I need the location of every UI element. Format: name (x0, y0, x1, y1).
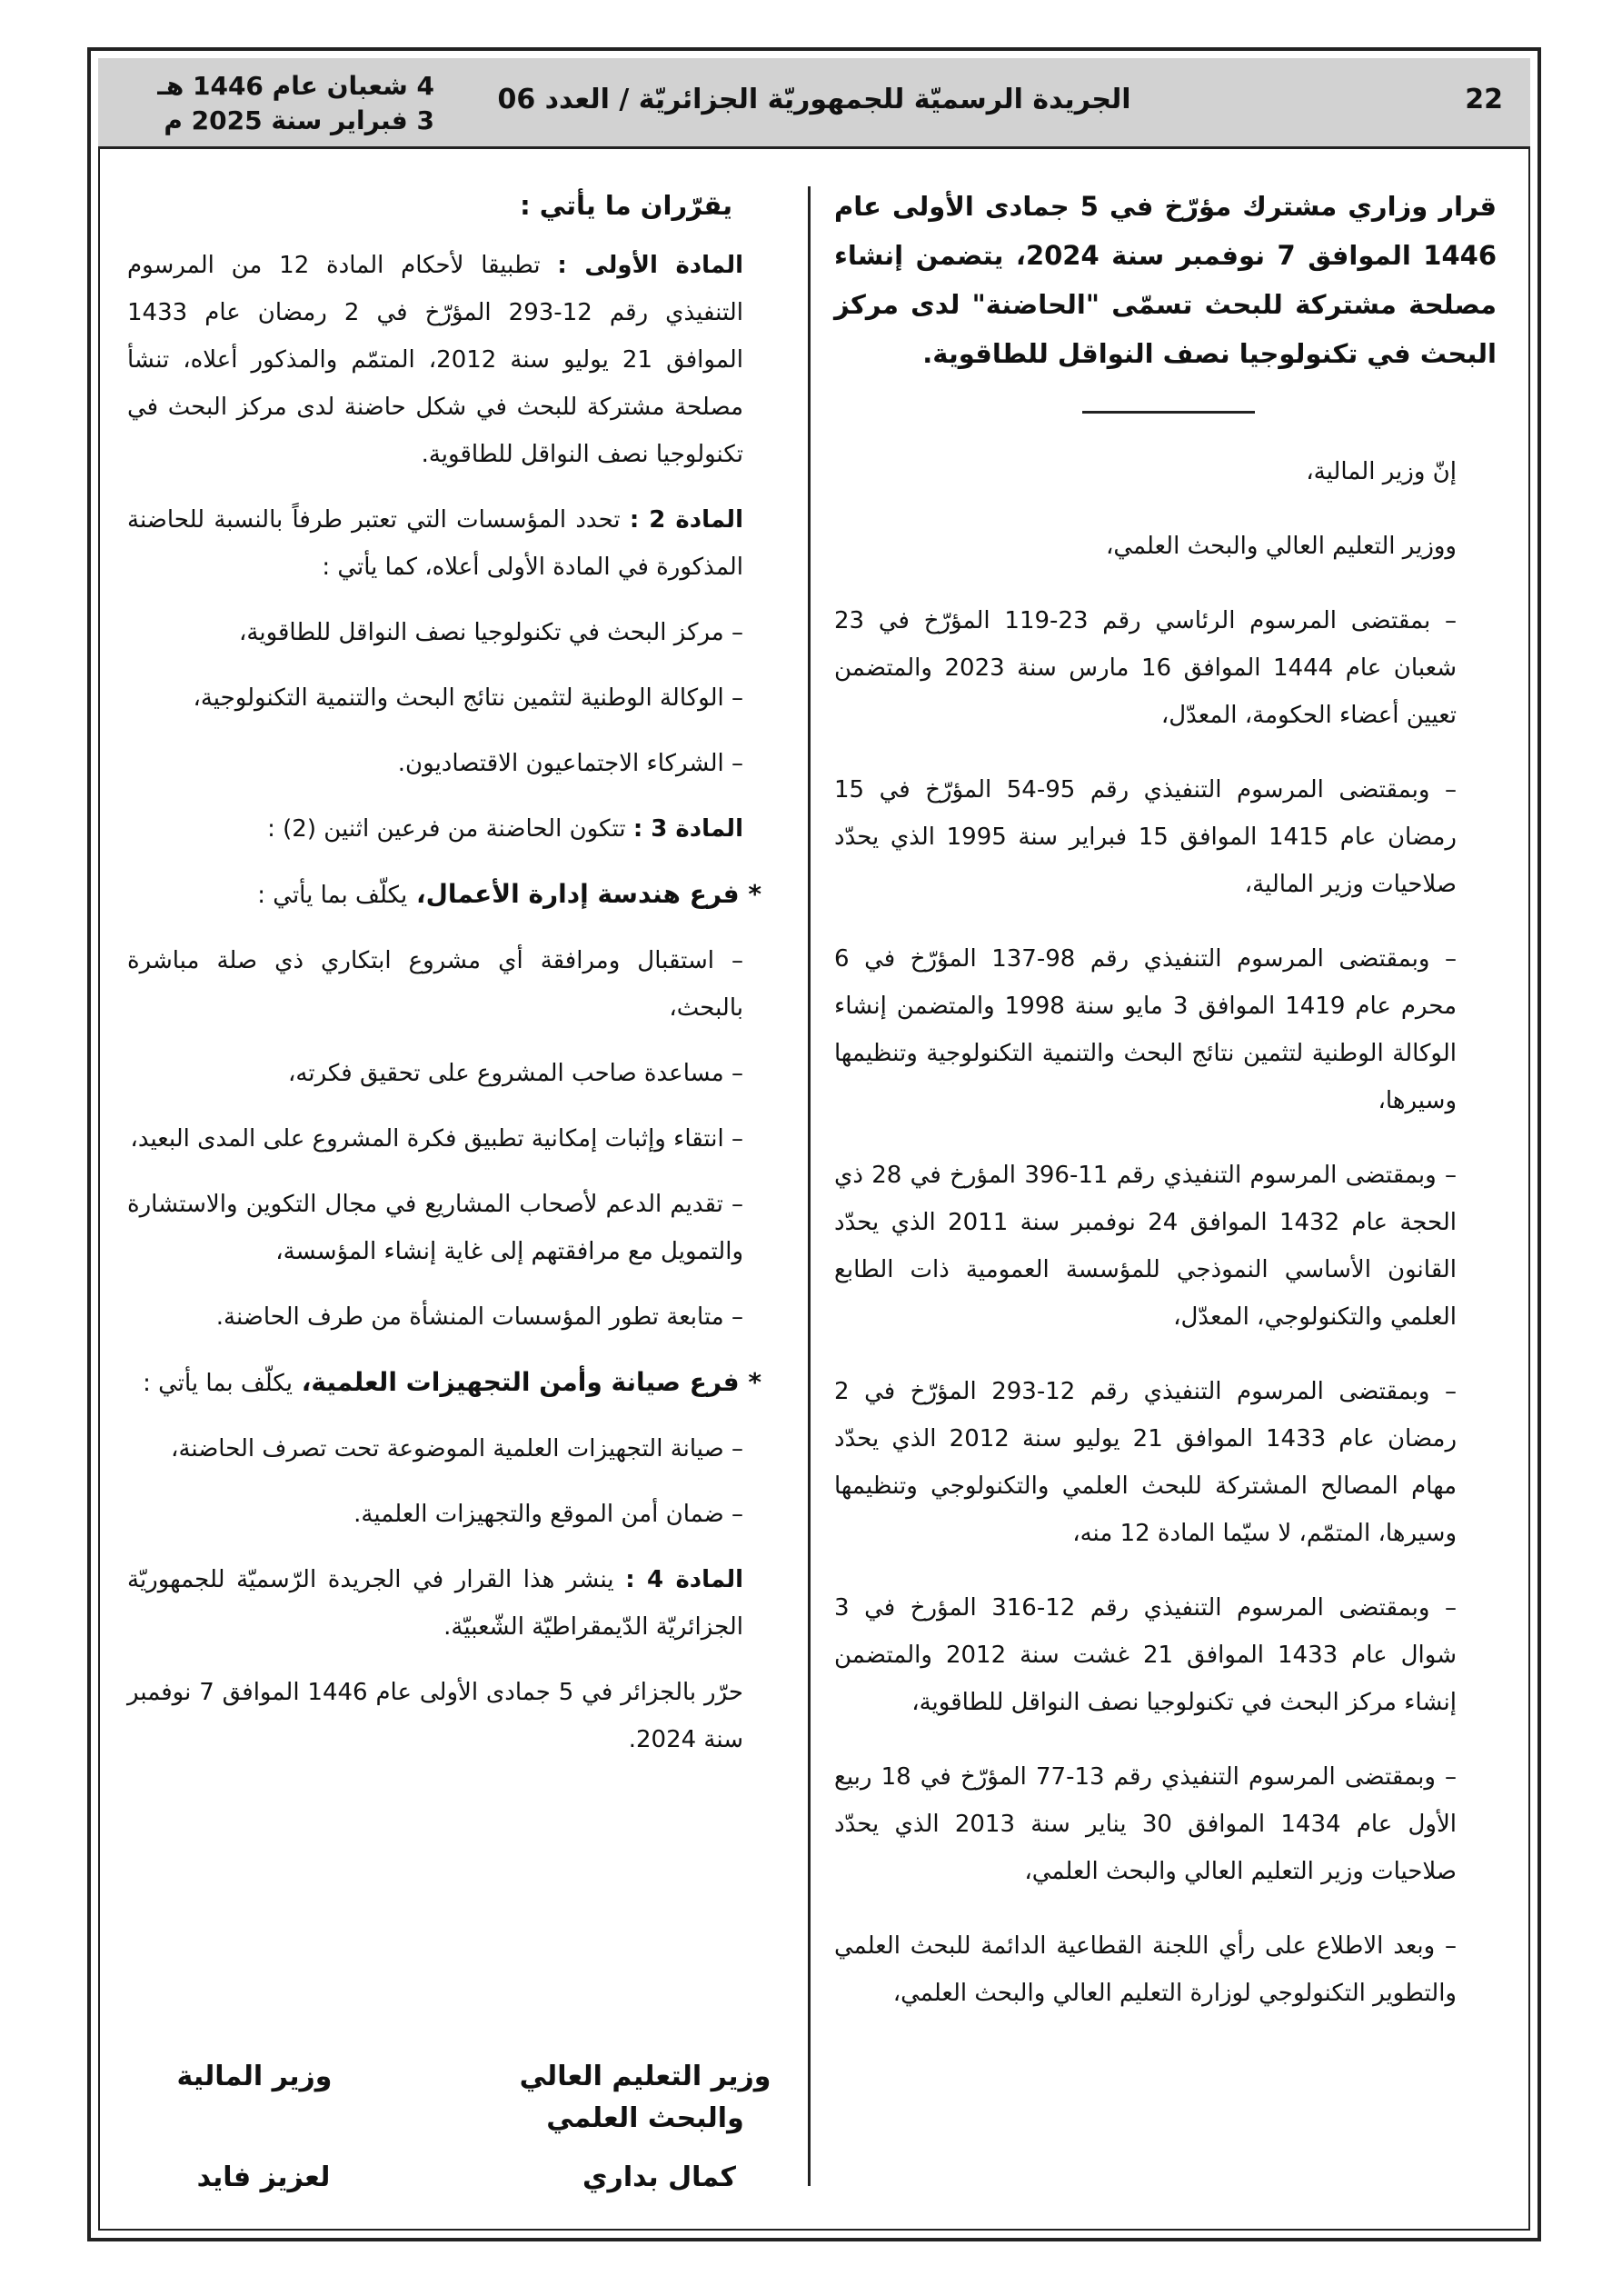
education-minister-signature (500, 2056, 791, 2140)
consideration-1: – بمقتضى المرسوم الرئاسي رقم 23-119 المؤرّخ في 23 شعبان عام 1444 الموافق 16 مارس سنة 2023 والمتضمن تعيين أعضاء الحكومة، المعدّل، (834, 607, 1457, 729)
decide-heading: يقرّران ما يأتي : (520, 190, 732, 221)
branch-2-item: – ضمان أمن الموقع والتجهيزات العلمية. (353, 1501, 743, 1528)
branch-1-item: – تقديم الدعم لأصحاب المشاريع في مجال التكوين والاستشارة والتمويل مع مرافقتهم إلى غاية إنشاء المؤسسة، (127, 1191, 743, 1265)
branch-2-heading (127, 1359, 789, 1407)
education-minister-name: كمال بداري (582, 2161, 736, 2193)
page-number: 22 (1465, 84, 1503, 115)
branch-1-suffix: يكلّف بما يأتي : (257, 882, 408, 909)
gregorian-date: 3 فبراير سنة 2025 م (164, 105, 434, 135)
intro-finance-minister: إنّ وزير المالية، (1306, 458, 1457, 485)
left-column (127, 182, 789, 1782)
consideration-6: – وبمقتضى المرسوم التنفيذي رقم 12-316 المؤرخ في 3 شوال عام 1433 الموافق 21 غشت سنة 2012 والمتضمن إنشاء مركز البحث في تكنولوجيا نصف النواقل للطاقوية، (834, 1594, 1457, 1716)
finance-minister-signature (136, 2056, 373, 2098)
article-1-label: المادة الأولى : (557, 252, 744, 279)
branch-1-item: – متابعة تطور المؤسسات المنشأة من طرف الحاضنة. (215, 1303, 743, 1331)
article-2-label: المادة 2 : (629, 506, 743, 534)
consideration-5: – وبمقتضى المرسوم التنفيذي رقم 12-293 المؤرّخ في 2 رمضان عام 1433 الموافق 21 يوليو سنة 2012 الذي يحدّد مهام المصالح المشتركة للبحث العلمي والتكنولوجي وتنظيمها وسيرها، المتمّم، لا سيّما المادة 12 منه، (834, 1378, 1457, 1547)
title-separator (1082, 411, 1255, 414)
page-header (98, 58, 1530, 149)
article-2-item: – مركز البحث في تكنولوجيا نصف النواقل للطاقوية، (239, 619, 743, 646)
decree-title: قرار وزاري مشترك مؤرّخ في 5 جمادى الأولى عام 1446 الموافق 7 نوفمبر سنة 2024، يتضمن إنشاء مصلحة مشتركة للبحث تسمّى "الحاضنة" لدى مركز البحث في تكنولوجيا نصف النواقل للطاقوية. (834, 191, 1498, 369)
intro-education-minister: ووزير التعليم العالي والبحث العلمي، (1105, 533, 1457, 560)
education-minister-title-line1: وزير التعليم العالي (519, 2061, 771, 2092)
article-4-label: المادة 4 : (625, 1566, 744, 1593)
branch-1-item: – مساعدة صاحب المشروع على تحقيق فكرته، (288, 1060, 743, 1087)
article-2 (127, 496, 789, 591)
branch-2-title: * فرع صيانة وأمن التجهيزات العلمية، (301, 1367, 761, 1397)
journal-title: الجريدة الرسميّة للجمهوريّة الجزائريّة / العدد 06 (497, 84, 1131, 115)
finance-minister-title: وزير المالية (176, 2061, 333, 2092)
article-3-label: المادة 3 : (632, 815, 743, 843)
done-at-statement: حرّر بالجزائر في 5 جمادى الأولى عام 1446 الموافق 7 نوفمبر سنة 2024. (127, 1679, 743, 1753)
article-3-text: تتكون الحاضنة من فرعين اثنين (2) : (267, 815, 626, 843)
article-1 (127, 242, 789, 478)
article-4 (127, 1556, 789, 1651)
signatures (136, 2056, 791, 2220)
article-1-text: تطبيقا لأحكام المادة 12 من المرسوم التنفيذي رقم 12-293 المؤرّخ في 2 رمضان عام 1433 الموافق 21 يوليو سنة 2012، المتمّم والمذكور أعلاه، تنشأ مصلحة مشتركة للبحث في شكل حاضنة لدى مركز البحث في تكنولوجيا نصف النواقل للطاقوية. (127, 252, 744, 468)
consideration-7: – وبمقتضى المرسوم التنفيذي رقم 13-77 المؤرّخ في 18 ربيع الأول عام 1434 الموافق 30 يناير سنة 2013 الذي يحدّد صلاحيات وزير التعليم العالي والبحث العلمي، (834, 1763, 1458, 1885)
article-2-item: – الوكالة الوطنية لتثمين نتائج البحث والتنمية التكنولوجية، (193, 684, 743, 712)
branch-2-item: – صيانة التجهيزات العلمية الموضوعة تحت تصرف الحاضنة، (171, 1435, 743, 1462)
consideration-3: – وبمقتضى المرسوم التنفيذي رقم 98-137 المؤرّخ في 6 محرم عام 1419 الموافق 3 مايو سنة 1998 والمتضمن إنشاء الوكالة الوطنية لتثمين نتائج البحث والتنمية التكنولوجية وتنظيمها وسيرها، (834, 945, 1457, 1114)
branch-1-title: * فرع هندسة إدارة الأعمال، (415, 879, 761, 909)
article-2-text: تحدد المؤسسات التي تعتبر طرفاً بالنسبة للحاضنة المذكورة في المادة الأولى أعلاه، كما يأتي : (127, 506, 743, 581)
article-3 (127, 805, 789, 853)
consideration-8: – وبعد الاطلاع على رأي اللجنة القطاعية الدائمة للبحث العلمي والتطوير التكنولوجي لوزارة التعليم العالي والبحث العلمي، (834, 1932, 1457, 2007)
branch-2-suffix: يكلّف بما يأتي : (143, 1370, 293, 1397)
article-4-text: ينشر هذا القرار في الجريدة الرّسميّة للجمهوريّة الجزائريّة الدّيمقراطيّة الشّعبيّة. (127, 1566, 743, 1641)
consideration-4: – وبمقتضى المرسوم التنفيذي رقم 11-396 المؤرخ في 28 ذي الحجة عام 1432 الموافق 24 نوفمبر سنة 2011 الذي يحدّد القانون الأساسي النموذجي للمؤسسة العمومية ذات الطابع العلمي والتكنولوجي، المعدّل، (834, 1162, 1457, 1331)
finance-minister-name: لعزيز فايد (196, 2161, 331, 2193)
issue-date (125, 69, 434, 138)
column-divider (808, 186, 811, 2186)
consideration-2: – وبمقتضى المرسوم التنفيذي رقم 95-54 المؤرّخ في 15 رمضان عام 1415 الموافق 15 فبراير سنة 1995 الذي يحدّد صلاحيات وزير المالية، (834, 776, 1457, 898)
education-minister-title-line2: والبحث العلمي (546, 2102, 744, 2134)
right-column (834, 182, 1502, 2044)
article-2-item: – الشركاء الاجتماعيون الاقتصاديون. (397, 750, 743, 777)
branch-1-heading (127, 871, 789, 919)
branch-1-item: – استقبال ومرافقة أي مشروع ابتكاري ذي صلة مباشرة بالبحث، (127, 947, 743, 1022)
branch-1-item: – انتقاء وإثبات إمكانية تطبيق فكرة المشروع على المدى البعيد، (130, 1125, 743, 1153)
hijri-date: 4 شعبان عام 1446 هـ (157, 71, 434, 101)
